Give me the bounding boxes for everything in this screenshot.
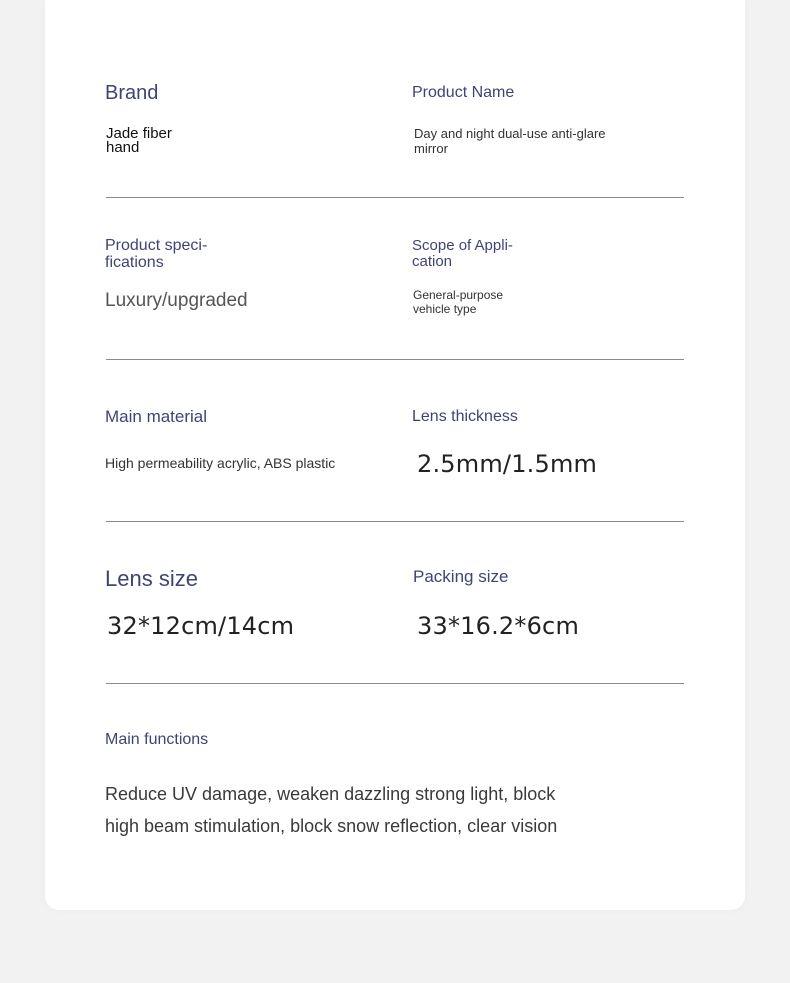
brand-label: Brand: [105, 82, 159, 104]
scope-of-application-label: Scope of Appli- cation: [412, 237, 513, 270]
main-functions-label: Main functions: [105, 731, 209, 748]
packing-size-label: Packing size: [413, 567, 509, 586]
divider-3: [106, 521, 684, 522]
product-specifications-label: Product speci- fications: [105, 237, 208, 271]
divider-2: [106, 359, 684, 360]
lens-size-label: Lens size: [105, 566, 198, 591]
lens-thickness-label: Lens thickness: [412, 408, 518, 425]
brand-value: Jade fiber hand: [106, 125, 172, 156]
divider-4: [106, 683, 684, 684]
main-functions-value: Reduce UV damage, weaken dazzling strong light, block high beam stimulation, block snow reflection, clear vision: [105, 784, 558, 836]
scope-of-application-value: General-purpose vehicle type: [413, 288, 504, 316]
product-specifications-value: Luxury/upgraded: [105, 290, 248, 311]
divider-1: [106, 197, 684, 198]
spec-card: [45, 0, 745, 910]
lens-size-value: 32*12cm/14cm: [107, 612, 295, 640]
product-name-value: Day and night dual-use anti-glare mirror: [414, 126, 606, 156]
main-material-label: Main material: [105, 407, 208, 426]
lens-thickness-value: 2.5mm/1.5mm: [417, 450, 598, 478]
packing-size-value: 33*16.2*6cm: [417, 612, 580, 640]
product-name-label: Product Name: [412, 84, 515, 101]
main-material-value: High permeability acrylic, ABS plastic: [105, 455, 336, 471]
